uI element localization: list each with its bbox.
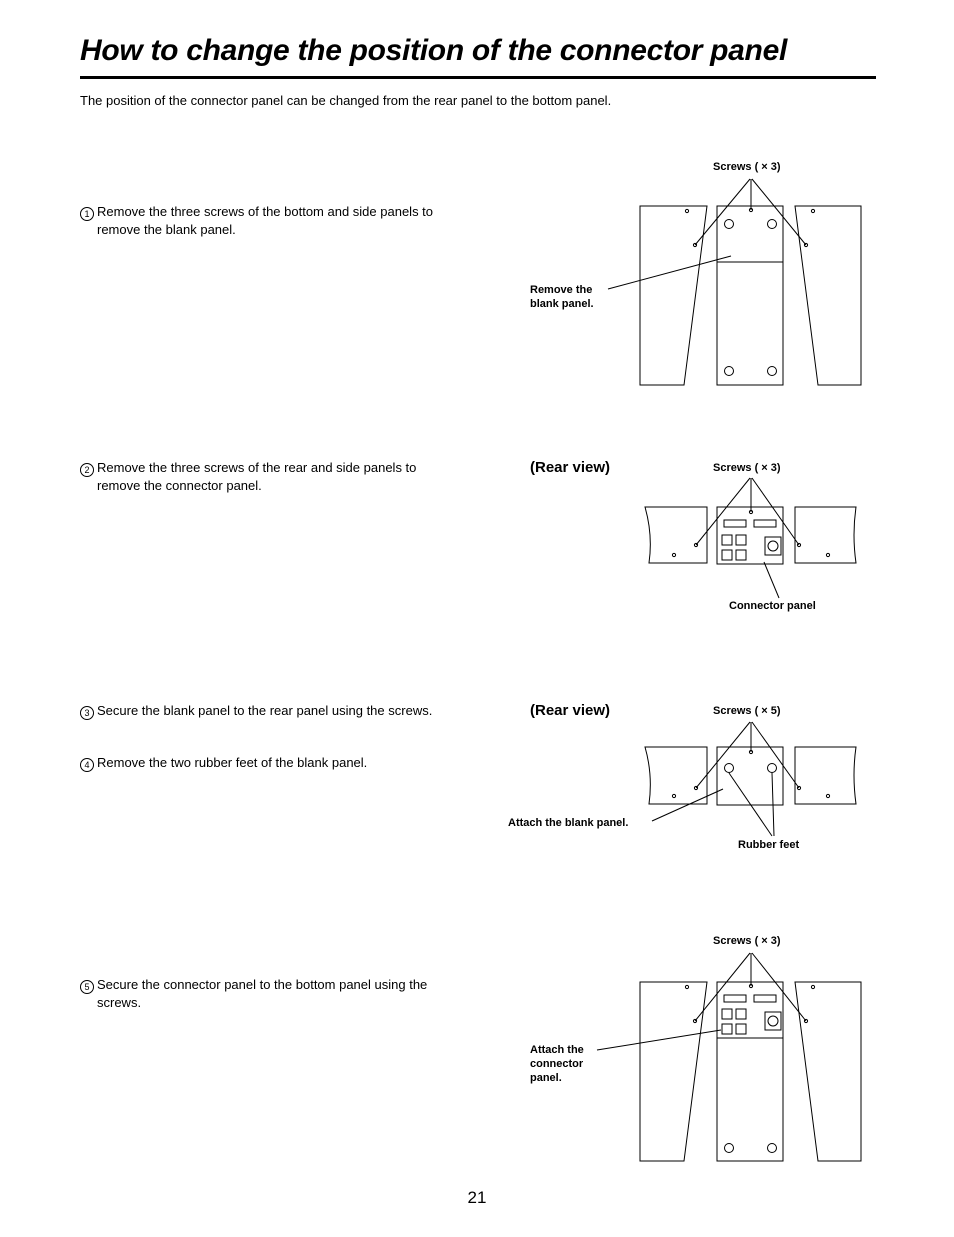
step-text: Remove the two rubber feet of the blank panel. xyxy=(97,755,368,770)
screw-icon xyxy=(685,985,688,988)
right-side-panel xyxy=(795,206,861,385)
step-number: 1 xyxy=(80,207,94,221)
rj45-connector-icon xyxy=(736,550,746,560)
step-number: 4 xyxy=(80,758,94,772)
leader-line xyxy=(752,953,806,1021)
power-connector-icon xyxy=(765,1012,781,1030)
screw-icon xyxy=(685,209,688,212)
leader-line xyxy=(597,1030,721,1050)
leader-line xyxy=(764,562,779,598)
step-number: 5 xyxy=(80,980,94,994)
fig1-screws-label: Screws ( × 3) xyxy=(713,161,781,173)
rj45-connector-icon xyxy=(736,1009,746,1019)
left-side-panel xyxy=(640,982,707,1161)
d-sub-connector-icon xyxy=(724,995,746,1002)
rj45-connector-icon xyxy=(722,535,732,545)
bottom-panel xyxy=(717,206,783,385)
leader-line xyxy=(752,478,799,545)
step-text: Remove the three screws of the rear and side panels to remove the connector panel. xyxy=(97,460,417,493)
page-title: How to change the position of the connector panel xyxy=(80,34,787,67)
left-side-panel xyxy=(640,206,707,385)
step-text: Secure the blank panel to the rear panel using the screws. xyxy=(97,703,433,718)
fig1-diagram xyxy=(608,179,861,385)
right-side-panel xyxy=(795,747,856,804)
rubber-foot-icon xyxy=(725,764,734,773)
rubber-foot-icon xyxy=(768,1144,777,1153)
page-number: 21 xyxy=(467,1188,487,1207)
rj45-connector-icon xyxy=(722,550,732,560)
screw-icon xyxy=(811,985,814,988)
rubber-foot-icon xyxy=(725,367,734,376)
step-text: Remove the three screws of the bottom and side panels to remove the blank panel. xyxy=(97,204,434,237)
fig4-screws-label: Screws ( × 3) xyxy=(713,935,781,947)
fig4-callout: Attach the connector panel. xyxy=(530,1044,584,1084)
step-number: 2 xyxy=(80,463,94,477)
fig3-callout-blank: Attach the blank panel. xyxy=(508,817,629,829)
fig2-screws-label: Screws ( × 3) xyxy=(713,462,781,474)
rj45-connector-icon xyxy=(736,535,746,545)
fig4-diagram xyxy=(597,953,861,1161)
leader-line xyxy=(752,722,799,788)
screw-icon xyxy=(811,209,814,212)
intro-text: The position of the connector panel can be changed from the rear panel to the bottom panel. xyxy=(80,93,612,108)
power-connector-icon xyxy=(768,1016,778,1026)
d-sub-connector-icon xyxy=(754,995,776,1002)
screw-icon xyxy=(826,794,829,797)
right-side-panel xyxy=(795,982,861,1161)
rj45-connector-icon xyxy=(722,1009,732,1019)
right-side-panel xyxy=(795,507,856,563)
d-sub-connector-icon xyxy=(754,520,776,527)
fig2-callout: Connector panel xyxy=(729,600,816,612)
rj45-connector-icon xyxy=(736,1024,746,1034)
leader-line xyxy=(695,179,750,245)
leader-line xyxy=(608,256,731,289)
fig3-diagram xyxy=(645,722,856,836)
fig3-screws-label: Screws ( × 5) xyxy=(713,705,781,717)
power-connector-icon xyxy=(768,541,778,551)
leader-line xyxy=(652,789,723,821)
fig1-callout: Remove the blank panel. xyxy=(530,284,594,310)
rubber-foot-icon xyxy=(768,764,777,773)
power-connector-icon xyxy=(765,537,781,555)
rubber-foot-icon xyxy=(768,367,777,376)
leader-line xyxy=(696,722,750,788)
step-text: Secure the connector panel to the bottom panel using the screws. xyxy=(97,977,428,1010)
fig2-diagram xyxy=(645,478,856,598)
screw-icon xyxy=(672,794,675,797)
d-sub-connector-icon xyxy=(724,520,746,527)
rj45-connector-icon xyxy=(722,1024,732,1034)
rubber-foot-icon xyxy=(725,1144,734,1153)
leader-line xyxy=(752,179,806,245)
screw-icon xyxy=(826,553,829,556)
rubber-foot-icon xyxy=(768,220,777,229)
step-number: 3 xyxy=(80,706,94,720)
rubber-foot-icon xyxy=(725,220,734,229)
fig3-view-label: (Rear view) xyxy=(530,702,611,719)
fig2-view-label: (Rear view) xyxy=(530,459,611,476)
fig3-callout-feet: Rubber feet xyxy=(738,839,800,851)
screw-icon xyxy=(672,553,675,556)
